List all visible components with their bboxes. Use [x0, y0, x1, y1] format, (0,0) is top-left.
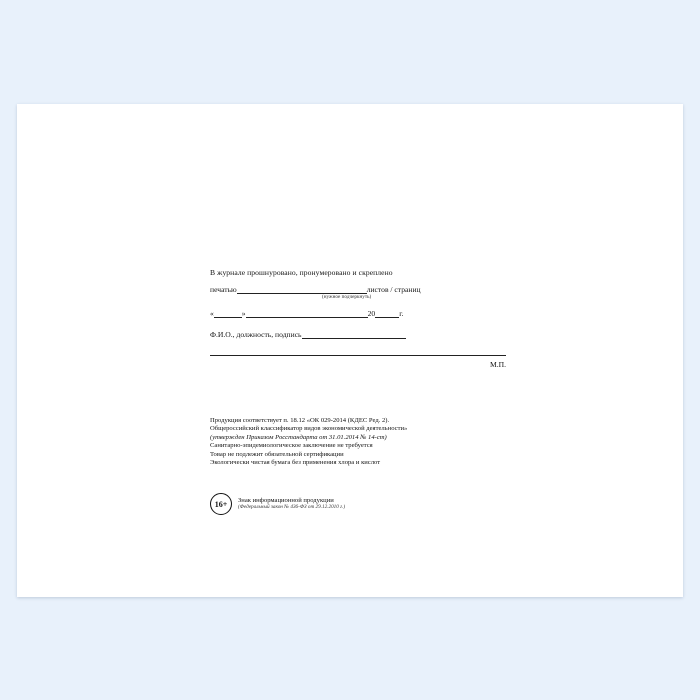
seal-row [210, 286, 510, 294]
quote-open: « [210, 309, 214, 319]
certification-block [210, 269, 510, 369]
day-rule[interactable] [214, 310, 242, 318]
info-sign-title: Знак информационной продукции [238, 497, 334, 505]
sheets-count-rule[interactable] [237, 286, 367, 294]
legal-paragraph-4: Экологически чистая бумага без применения хлора и кислот [210, 459, 381, 467]
legal-paragraph-1-line-2: Общероссийский классификатор видов экономической деятельности» [210, 425, 408, 433]
year-suffix: г. [399, 309, 404, 319]
legal-paragraph-1-line-3: (утвержден Приказом Росстандарта от 31.01.2014 № 14-ст) [210, 433, 387, 441]
certification-line-1: В журнале прошнуровано, пронумеровано и скреплено [210, 268, 393, 277]
legal-block [210, 417, 520, 468]
info-sign-subtitle: (Федеральный закон № 436-ФЗ от 29.12.2010 г.) [238, 503, 346, 510]
fio-row [210, 331, 510, 339]
year-prefix: 20 [367, 309, 376, 319]
quote-close: » [241, 309, 246, 319]
info-sign-block [210, 493, 345, 515]
signature-rule[interactable] [210, 346, 506, 356]
info-sign-text [238, 497, 345, 511]
sheets-note: (нужное подчеркнуть) [322, 293, 372, 300]
legal-paragraph-1-line-1: Продукция соответствует п. 18.12 «ОК 029-2014 (КДЕС Ред. 2). [210, 417, 390, 424]
month-rule[interactable] [246, 310, 368, 318]
seal-label: печатью [210, 285, 237, 294]
document-page [17, 104, 683, 597]
sheets-label: листов / страниц [366, 285, 421, 294]
fio-label: Ф.И.О., должность, подпись [210, 330, 302, 340]
fio-rule[interactable] [302, 331, 406, 339]
mp-label: М.П. [489, 360, 506, 370]
legal-paragraph-3: Товар не подлежит обязательной сертификации [210, 450, 344, 458]
date-row [210, 310, 510, 318]
legal-paragraph-2: Санитарно-эпидемиологическое заключение не требуется [210, 442, 373, 450]
year-rule[interactable] [375, 310, 399, 318]
age-rating-icon: 16+ [210, 493, 232, 515]
